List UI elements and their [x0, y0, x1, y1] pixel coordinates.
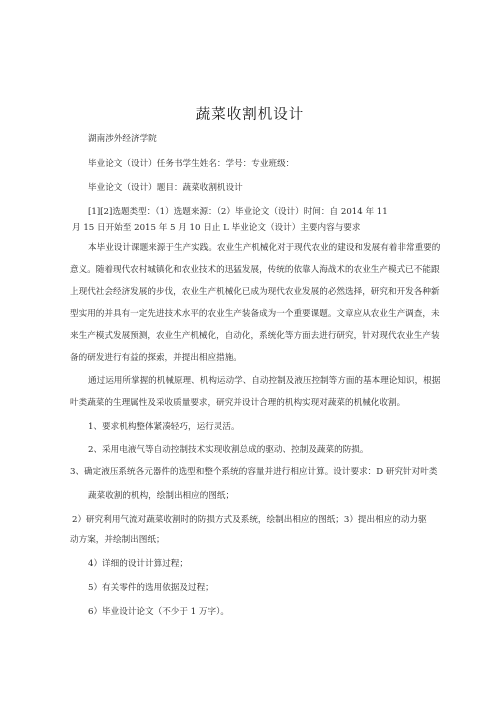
paragraph-line: 上现代社会经济发展的步伐，农业生产机械化已成为现代农业发展的必然选择，研究和开发各种新: [70, 287, 440, 297]
paragraph-line: 来生产模式发展预测，农业生产机械化，自动化，系统化等方面去进行研究，针对现代农业生产装: [70, 331, 440, 341]
period-line: 月 15 日开始至 2015 年 5 月 10 日止 L 毕业论文（设计）主要内容与要求: [72, 223, 361, 233]
thesis-title-line: 毕业论文（设计）题目：蔬菜收割机设计: [88, 183, 243, 193]
task-book-line: 毕业论文（设计）任务书学生姓名：学号：专业班级：: [88, 159, 295, 169]
requirement-item: 动方案，并绘制出图纸；: [70, 535, 165, 545]
paragraph-line: 叶类蔬菜的生理属性及采收质量要求，研究并设计合理的机构实现对蔬菜的机械化收割。: [70, 398, 406, 408]
paragraph-line: 型实用的并具有一定先进技术水平的农业生产装备成为一个重要课题。文章应从农业生产调查，未: [70, 309, 440, 319]
paragraph-line: 意义。随着现代农村城镇化和农业技术的迅猛发展，传统的依靠人海战术的农业生产模式已不能跟: [70, 265, 440, 275]
requirement-item: 蔬菜收割的机构，绘制出相应的图纸；: [88, 491, 235, 501]
requirement-item: 2、采用电液气等自动控制技术实现收割总成的驱动、控制及蔬菜的防损。: [88, 445, 369, 455]
requirement-item: 6）毕业设计论文（不少于 1 万字）。: [88, 607, 230, 617]
paragraph-line: 备的研发进行有益的探索，并提出相应措施。: [70, 353, 242, 363]
topic-type-line: [1][2]选题类型：（1）选题来源：（2）毕业论文（设计）时间：自 2014 年 11: [88, 207, 388, 217]
paragraph-line: 通过运用所掌握的机械原理、机构运动学、自动控制及液压控制等方面的基本理论知识，根据: [88, 376, 441, 386]
document-title: 蔬菜收割机设计: [195, 107, 305, 123]
requirement-item: 3、确定液压系统各元器件的选型和整个系统的容量并进行相应计算。设计要求：D 研究针对叶类: [70, 467, 438, 477]
requirement-item: 5）有关零件的选用依据及过程；: [88, 583, 214, 593]
requirement-item: 4）详细的设计计算过程；: [88, 559, 188, 569]
school-name: 湖南涉外经济学院: [88, 134, 157, 144]
requirement-item: 1、要求机构整体紧凑轻巧，运行灵活。: [88, 422, 240, 432]
requirement-item: 2）研究利用气流对蔬菜收割时的防损方式及系统，绘制出相应的图纸；3）提出相应的动力驱: [72, 515, 427, 525]
paragraph-line: 本毕业设计课题来源于生产实践。农业生产机械化对于现代农业的建设和发展有着非常重要的: [88, 243, 441, 253]
